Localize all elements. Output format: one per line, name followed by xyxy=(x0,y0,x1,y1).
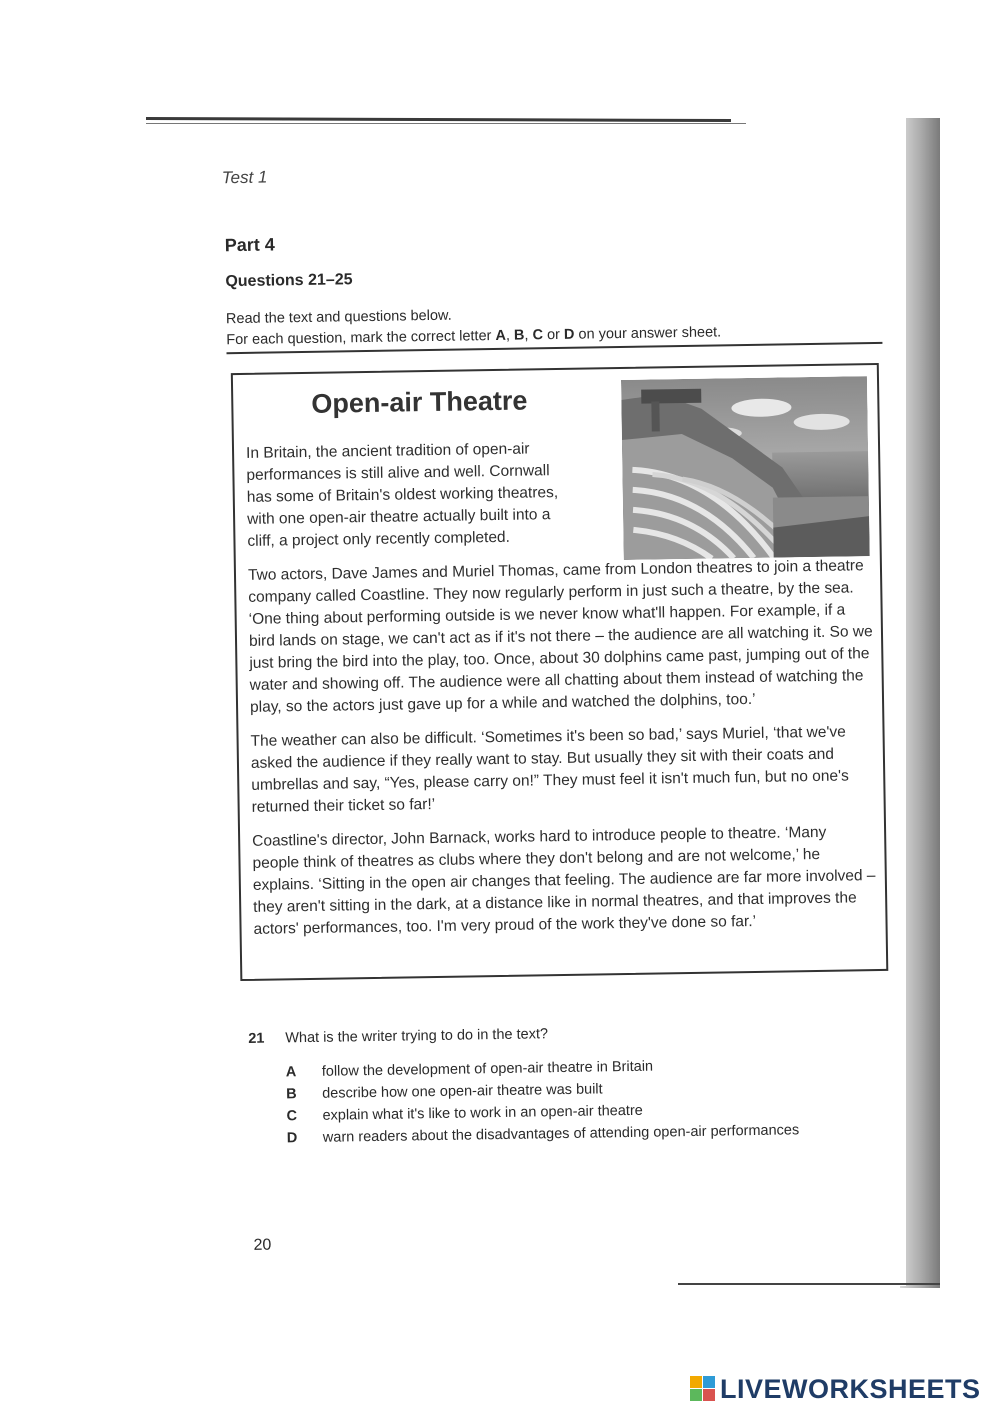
article-paragraph-2: Two actors, Dave James and Muriel Thomas, came from London theatres to join a theatre company called Coastline. They now regularly perform in just such a theatre, by the sea. ‘One thing about performing outside is we never know what'll happen. For example, if a bird lands on stage, we can't act as if it's not there – the audience are all watching it. So we just bring the bird into the play, too. Once, about 30 dolphins came past, jumping out of the water and showing off. The audience were all chatting about them instead of watching the play, so the actors just gave up for a while and watched the dolphins, too.’ xyxy=(247,557,873,716)
letter-b: B xyxy=(513,327,525,344)
article-title: Open-air Theatre xyxy=(311,385,528,419)
article-paragraph-1: In Britain, the ancient tradition of open-air performances is still alive and well. Cornwall has some of Britain's oldest working theatres, with one open-air theatre actually built into a cliff, a project only recently completed. xyxy=(245,440,559,550)
question-21 xyxy=(248,1021,888,1147)
part-title: Part 4 xyxy=(224,234,275,256)
separator: , xyxy=(505,327,515,344)
option-letter: A xyxy=(285,1064,297,1081)
article-paragraph-3: The weather can also be difficult. ‘Sometimes it's been so bad,’ says Muriel, ‘that we've asked the audience if they really want to stay. But usually they sit with their coats and umbrellas and say, “Yes, please carry on!” They must feel it isn't much fun, but no one's returned their ticket so far!’ xyxy=(250,723,849,816)
question-text: What is the writer trying to do in the text? xyxy=(285,1026,549,1047)
letter-c: C xyxy=(532,327,544,344)
article-paragraph-4: Coastline's director, John Barnack, works hard to introduce people to theatre. ‘Many people think of theatres as clubs where they don't belong and are not welcome,’ he explains. ‘Sitting in the open air changes that feeling. The audience are far more involved – they aren't sitting in the dark, at a distance like in normal theatres, and that improves the actors' performances, too. I'm very proud of the work they've done so far.’ xyxy=(252,823,876,938)
letter-d: D xyxy=(563,326,575,343)
instruction-prefix: For each question, mark the correct letter xyxy=(226,327,496,349)
instruction-line-1: Read the text and questions below. xyxy=(225,307,452,328)
option-text: describe how one open-air theatre was built xyxy=(322,1081,603,1102)
option-text: explain what it's like to work in an open-air theatre xyxy=(322,1102,643,1124)
question-number: 21 xyxy=(248,1030,265,1047)
letter-a: A xyxy=(495,327,507,344)
page-number: 20 xyxy=(253,1236,272,1254)
article-body xyxy=(246,433,879,953)
option-text: follow the development of open-air theatre in Britain xyxy=(321,1058,654,1080)
option-text: warn readers about the disadvantages of attending open-air performances xyxy=(322,1122,800,1146)
questions-range: Questions 21–25 xyxy=(225,271,353,291)
liveworksheets-watermark xyxy=(690,1374,981,1404)
separator: or xyxy=(542,326,565,344)
option-letter: D xyxy=(286,1130,298,1147)
option-letter: C xyxy=(286,1108,298,1125)
separator: , xyxy=(524,327,533,344)
test-label: Test 1 xyxy=(221,167,268,188)
liveworksheets-logo-icon xyxy=(690,1376,716,1402)
watermark-text: LIVEWORKSHEETS xyxy=(720,1373,981,1404)
instructions xyxy=(226,301,721,351)
instruction-suffix: on your answer sheet. xyxy=(574,324,722,343)
option-letter: B xyxy=(286,1086,297,1103)
